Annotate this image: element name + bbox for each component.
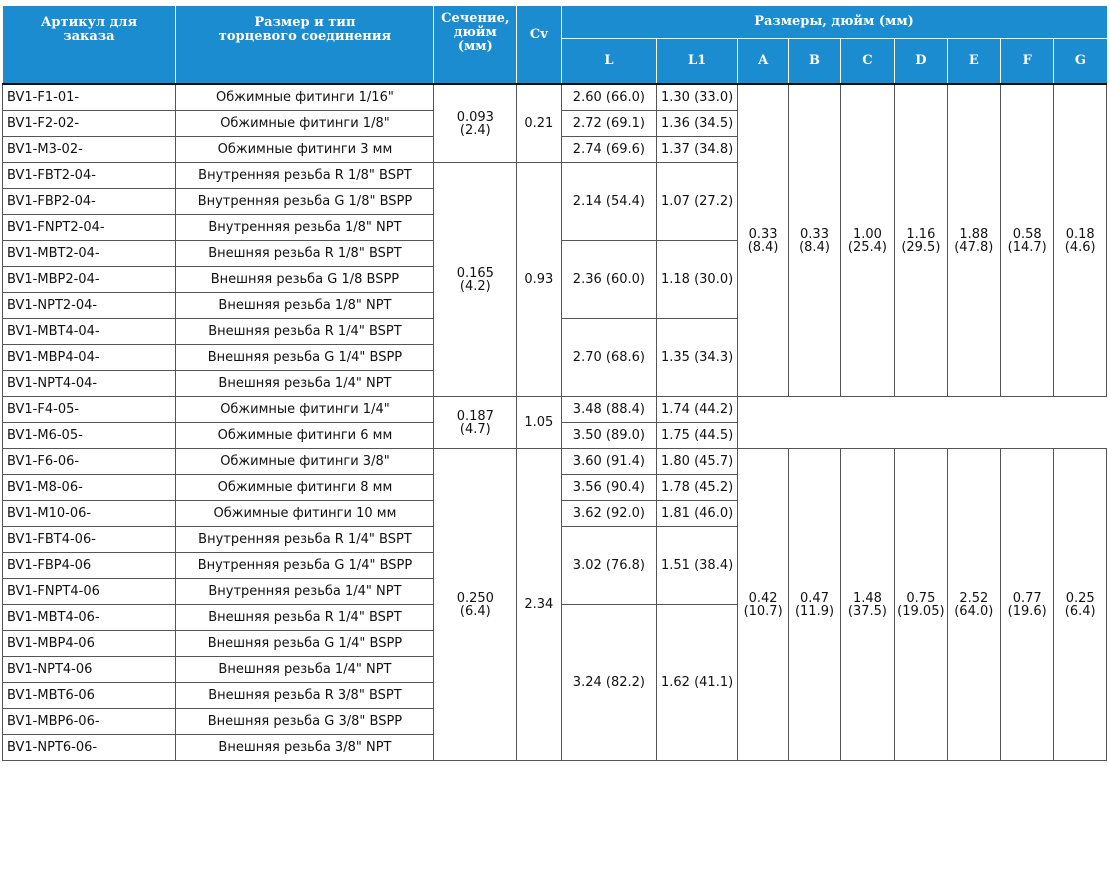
header-col-L: L — [561, 39, 657, 85]
connection-cell: Внешняя резьба R 1/4" BSPT — [176, 605, 434, 631]
article-cell: BV1-MBP2-04- — [3, 267, 176, 293]
connection-cell: Внешняя резьба G 1/8 BSPP — [176, 267, 434, 293]
article-cell: BV1-M10-06- — [3, 501, 176, 527]
article-cell: BV1-FNPT4-06 — [3, 579, 176, 605]
L-cell: 2.60 (66.0) — [561, 84, 657, 111]
L1-cell: 1.30 (33.0) — [657, 84, 738, 111]
L1-cell: 1.35 (34.3) — [657, 319, 738, 397]
article-cell: BV1-FBP4-06 — [3, 553, 176, 579]
connection-cell: Обжимные фитинги 10 мм — [176, 501, 434, 527]
connection-cell: Обжимные фитинги 3 мм — [176, 137, 434, 163]
header-col-L1: L1 — [657, 39, 738, 85]
dim-B-cell: 0.47 (11.9) — [789, 449, 840, 761]
connection-cell: Обжимные фитинги 1/8" — [176, 111, 434, 137]
L-cell: 2.70 (68.6) — [561, 319, 657, 397]
L1-cell: 1.81 (46.0) — [657, 501, 738, 527]
header-size-type: Размер и тип торцевого соединения — [176, 6, 434, 84]
L-cell: 2.74 (69.6) — [561, 137, 657, 163]
article-cell: BV1-NPT6-06- — [3, 735, 176, 761]
connection-cell: Обжимные фитинги 8 мм — [176, 475, 434, 501]
header-col-D: D — [895, 39, 947, 85]
article-cell: BV1-FBP2-04- — [3, 189, 176, 215]
article-cell: BV1-FBT4-06- — [3, 527, 176, 553]
dim-C-cell: 1.48 (37.5) — [840, 449, 894, 761]
article-cell: BV1-MBT4-04- — [3, 319, 176, 345]
connection-cell: Обжимные фитинги 1/16" — [176, 84, 434, 111]
header-col-F: F — [1001, 39, 1054, 85]
table-row — [3, 397, 1107, 423]
dim-F-cell: 0.77 (19.6) — [1001, 449, 1054, 761]
connection-cell: Внутренняя резьба R 1/4" BSPT — [176, 527, 434, 553]
header-dimensions: Размеры, дюйм (мм) — [561, 6, 1107, 39]
dim-B-cell: 0.33 (8.4) — [789, 84, 840, 397]
dim-G-cell: 0.25 (6.4) — [1054, 449, 1107, 761]
connection-cell: Внешняя резьба G 3/8" BSPP — [176, 709, 434, 735]
L1-cell: 1.62 (41.1) — [657, 605, 738, 761]
article-cell: BV1-MBT4-06- — [3, 605, 176, 631]
connection-cell: Внешняя резьба G 1/4" BSPP — [176, 345, 434, 371]
dim-G-cell: 0.18 (4.6) — [1054, 84, 1107, 397]
dim-D-cell: 0.75 (19.05) — [895, 449, 947, 761]
section-cell: 0.093 (2.4) — [434, 84, 517, 163]
L-cell: 3.60 (91.4) — [561, 449, 657, 475]
article-cell: BV1-M8-06- — [3, 475, 176, 501]
cv-cell: 1.05 — [517, 397, 561, 449]
spec-table-container — [2, 6, 1107, 761]
dim-C-cell: 1.00 (25.4) — [840, 84, 894, 397]
article-cell: BV1-FNPT2-04- — [3, 215, 176, 241]
L-cell: 2.72 (69.1) — [561, 111, 657, 137]
connection-cell: Внешняя резьба R 1/8" BSPT — [176, 241, 434, 267]
connection-cell: Обжимные фитинги 3/8" — [176, 449, 434, 475]
header-col-C: C — [840, 39, 894, 85]
L1-cell: 1.07 (27.2) — [657, 163, 738, 241]
connection-cell: Внутренняя резьба R 1/8" BSPT — [176, 163, 434, 189]
valve-spec-table — [2, 6, 1107, 761]
L1-cell: 1.78 (45.2) — [657, 475, 738, 501]
article-cell: BV1-F1-01- — [3, 84, 176, 111]
cv-cell: 0.93 — [517, 163, 561, 397]
connection-cell: Внешняя резьба R 3/8" BSPT — [176, 683, 434, 709]
connection-cell: Внешняя резьба G 1/4" BSPP — [176, 631, 434, 657]
article-cell: BV1-MBP6-06- — [3, 709, 176, 735]
article-cell: BV1-MBP4-04- — [3, 345, 176, 371]
dim-E-cell: 1.88 (47.8) — [947, 84, 1000, 397]
connection-cell: Обжимные фитинги 6 мм — [176, 423, 434, 449]
header-cv: Cv — [517, 6, 561, 84]
article-cell: BV1-NPT4-04- — [3, 371, 176, 397]
L-cell: 2.36 (60.0) — [561, 241, 657, 319]
cv-cell: 2.34 — [517, 449, 561, 761]
section-cell: 0.187 (4.7) — [434, 397, 517, 449]
dim-F-cell: 0.58 (14.7) — [1001, 84, 1054, 397]
connection-cell: Внешняя резьба 3/8" NPT — [176, 735, 434, 761]
L-cell: 3.24 (82.2) — [561, 605, 657, 761]
connection-cell: Внутренняя резьба 1/8" NPT — [176, 215, 434, 241]
dim-A-cell: 0.33 (8.4) — [737, 84, 788, 397]
L1-cell: 1.36 (34.5) — [657, 111, 738, 137]
connection-cell: Обжимные фитинги 1/4" — [176, 397, 434, 423]
article-cell: BV1-F4-05- — [3, 397, 176, 423]
header-section: Сечение, дюйм (мм) — [434, 6, 517, 84]
table-row — [3, 84, 1107, 111]
L-cell: 3.50 (89.0) — [561, 423, 657, 449]
article-cell: BV1-M3-02- — [3, 137, 176, 163]
header-col-B: B — [789, 39, 840, 85]
dim-A-cell: 0.42 (10.7) — [737, 449, 788, 761]
L1-cell: 1.75 (44.5) — [657, 423, 738, 449]
header-col-G: G — [1054, 39, 1107, 85]
section-cell: 0.250 (6.4) — [434, 449, 517, 761]
section-cell: 0.165 (4.2) — [434, 163, 517, 397]
connection-cell: Внешняя резьба 1/8" NPT — [176, 293, 434, 319]
L-cell: 3.02 (76.8) — [561, 527, 657, 605]
article-cell: BV1-F6-06- — [3, 449, 176, 475]
L1-cell: 1.37 (34.8) — [657, 137, 738, 163]
L1-cell: 1.51 (38.4) — [657, 527, 738, 605]
L-cell: 2.14 (54.4) — [561, 163, 657, 241]
article-cell: BV1-NPT4-06 — [3, 657, 176, 683]
L-cell: 3.56 (90.4) — [561, 475, 657, 501]
header-article: Артикул для заказа — [3, 6, 176, 84]
dim-E-cell: 2.52 (64.0) — [947, 449, 1000, 761]
connection-cell: Внешняя резьба 1/4" NPT — [176, 657, 434, 683]
article-cell: BV1-NPT2-04- — [3, 293, 176, 319]
article-cell: BV1-FBT2-04- — [3, 163, 176, 189]
article-cell: BV1-MBT6-06 — [3, 683, 176, 709]
table-row — [3, 449, 1107, 475]
dim-D-cell: 1.16 (29.5) — [895, 84, 947, 397]
article-cell: BV1-MBT2-04- — [3, 241, 176, 267]
connection-cell: Внутренняя резьба G 1/4" BSPP — [176, 553, 434, 579]
article-cell: BV1-F2-02- — [3, 111, 176, 137]
L-cell: 3.48 (88.4) — [561, 397, 657, 423]
header-col-A: A — [737, 39, 788, 85]
L1-cell: 1.74 (44.2) — [657, 397, 738, 423]
connection-cell: Внутренняя резьба G 1/8" BSPP — [176, 189, 434, 215]
header-col-E: E — [947, 39, 1000, 85]
connection-cell: Внутренняя резьба 1/4" NPT — [176, 579, 434, 605]
connection-cell: Внешняя резьба R 1/4" BSPT — [176, 319, 434, 345]
L1-cell: 1.80 (45.7) — [657, 449, 738, 475]
cv-cell: 0.21 — [517, 84, 561, 163]
connection-cell: Внешняя резьба 1/4" NPT — [176, 371, 434, 397]
article-cell: BV1-MBP4-06 — [3, 631, 176, 657]
L1-cell: 1.18 (30.0) — [657, 241, 738, 319]
L-cell: 3.62 (92.0) — [561, 501, 657, 527]
article-cell: BV1-M6-05- — [3, 423, 176, 449]
